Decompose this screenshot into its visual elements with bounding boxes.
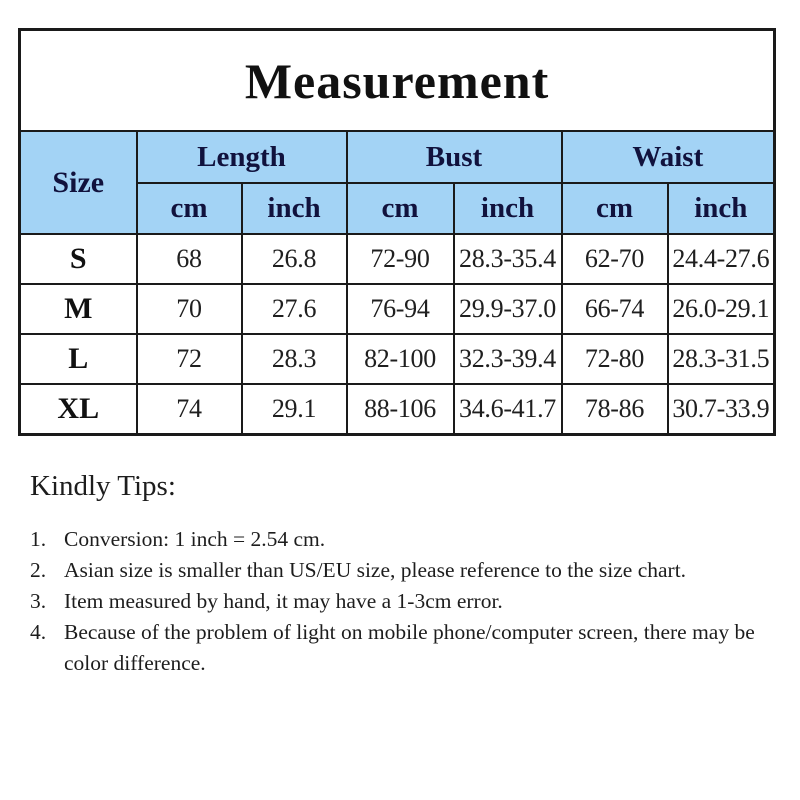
tip-number: 2. [30,558,47,582]
bust-cm-cell: 82-100 [347,334,454,384]
length-cm-cell: 68 [137,234,242,284]
waist-inch-cell: 28.3-31.5 [668,334,775,384]
waist-inch-cell: 24.4-27.6 [668,234,775,284]
size-row-l [20,334,775,384]
length-cm-header: cm [137,183,242,234]
tips-list [28,524,780,679]
waist-inch-cell: 30.7-33.9 [668,384,775,435]
measurement-table [18,28,776,436]
waist-cm-cell: 66-74 [562,284,668,334]
title-row [20,30,775,132]
length-inch-cell: 28.3 [242,334,347,384]
kindly-tips-section [28,470,780,679]
size-label: XL [20,384,137,435]
bust-cm-header: cm [347,183,454,234]
tip-text: Asian size is smaller than US/EU size, please reference to the size chart. [64,558,687,582]
bust-inch-cell: 28.3-35.4 [454,234,562,284]
tip-item [28,617,780,679]
tip-text: Conversion: 1 inch = 2.54 cm. [64,527,326,551]
length-inch-header: inch [242,183,347,234]
tip-item [28,524,780,555]
tip-item [28,555,780,586]
length-cm-cell: 74 [137,384,242,435]
bust-group-header: Bust [347,131,562,183]
length-inch-cell: 26.8 [242,234,347,284]
bust-cm-cell: 76-94 [347,284,454,334]
bust-inch-cell: 32.3-39.4 [454,334,562,384]
waist-cm-header: cm [562,183,668,234]
bust-cm-cell: 72-90 [347,234,454,284]
size-row-xl [20,384,775,435]
bust-inch-cell: 34.6-41.7 [454,384,562,435]
bust-inch-header: inch [454,183,562,234]
length-cm-cell: 70 [137,284,242,334]
bust-cm-cell: 88-106 [347,384,454,435]
waist-cm-cell: 78-86 [562,384,668,435]
tips-heading: Kindly Tips: [30,470,176,502]
tip-number: 3. [30,589,47,613]
size-row-s [20,234,775,284]
size-row-m [20,284,775,334]
waist-inch-header: inch [668,183,775,234]
waist-cm-cell: 72-80 [562,334,668,384]
length-inch-cell: 27.6 [242,284,347,334]
tip-number: 1. [30,527,47,551]
waist-cm-cell: 62-70 [562,234,668,284]
length-inch-cell: 29.1 [242,384,347,435]
waist-group-header: Waist [562,131,775,183]
table-title: Measurement [20,30,775,132]
size-label: S [20,234,137,284]
tip-item [28,586,780,617]
tip-text: Because of the problem of light on mobile phone/computer screen, there may be color difference. [64,620,755,675]
tip-number: 4. [30,620,47,644]
tip-text: Item measured by hand, it may have a 1-3cm error. [64,589,503,613]
bust-inch-cell: 29.9-37.0 [454,284,562,334]
length-group-header: Length [137,131,347,183]
size-label: L [20,334,137,384]
group-header-row [20,131,775,183]
length-cm-cell: 72 [137,334,242,384]
size-column-header: Size [20,131,137,234]
size-label: M [20,284,137,334]
waist-inch-cell: 26.0-29.1 [668,284,775,334]
